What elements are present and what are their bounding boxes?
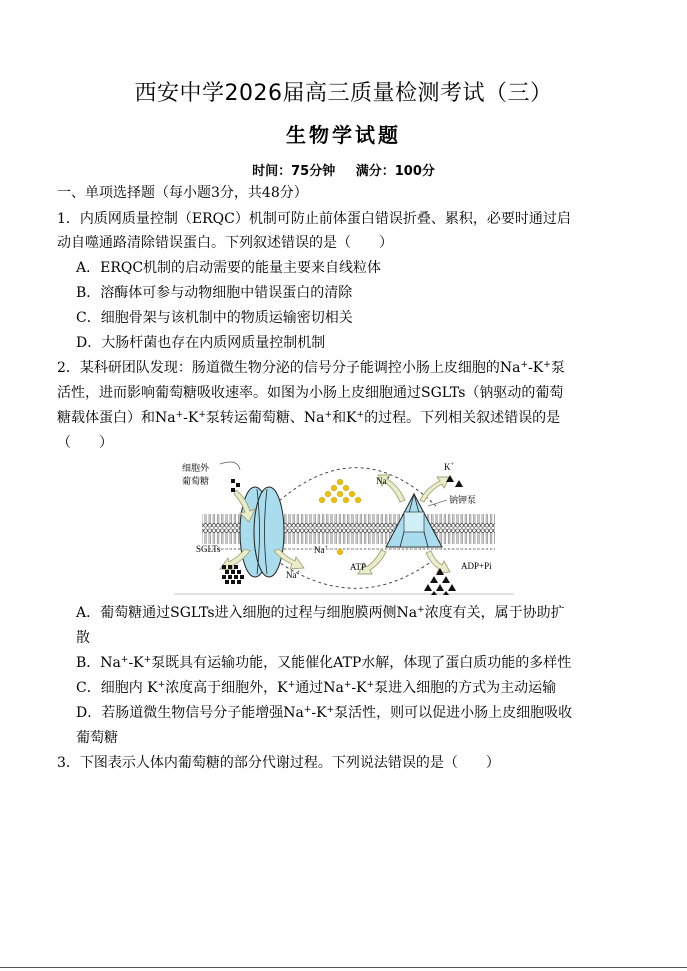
q2-option-a-line2: 散 [76,630,90,646]
label-bracket [220,462,240,470]
q2-option-c: C．细胞内 K+浓度高于细胞外，K+通过Na+-K+泵进入细胞的方式为主动运输 [76,680,557,696]
q1-option-a: A．ERQC机制的启动需要的能量主要来自线粒体 [76,260,382,276]
na-ion-inside [337,549,343,555]
exam-meta [0,160,687,179]
q1-stem-line1: 1．内质网质量控制（ERQC）机制可防止前体蛋白错误折叠、累积，必要时通过启 [57,211,571,227]
q2-stem-line2: 活性，进而影响葡萄糖吸收速率。如图为小肠上皮细胞通过SGLTs（钠驱动的葡萄 [57,385,564,401]
q2-option-b: B．Na+-K+泵既具有运输功能，又能催化ATP水解，体现了蛋白质功能的多样性 [76,655,572,671]
page-bottom-border [0,967,687,968]
q3-stem: 3．下图表示人体内葡萄糖的部分代谢过程。下列说法错误的是（ ） [57,755,500,771]
q1-stem-line2: 动自噬通路清除错误蛋白。下列叙述错误的是（ ） [57,235,393,251]
q2-option-d-line2: 葡萄糖 [76,730,118,746]
q2-option-d-line1: D．若肠道微生物信号分子能增强Na+-K+泵活性，则可以促进小肠上皮细胞吸收 [76,705,573,721]
label-na-top: Na+ [376,476,390,486]
label-k: K+ [444,462,454,472]
q1-option-c: C．细胞骨架与该机制中的物质运输密切相关 [76,310,353,326]
sglts-protein [240,487,284,577]
q1-option-b: B．溶酶体可参与动物细胞中错误蛋白的清除 [76,285,353,301]
section-heading: 一、单项选择题（每小题3分，共48分） [57,185,308,201]
label-na-bottom: Na+ [286,570,300,580]
label-na-mid: Na+ [314,545,328,555]
k-ions-inside [424,568,456,595]
score-label: 满分：100分 [355,164,435,179]
label-adp: ADP+Pi [461,561,492,571]
q2-stem-line4: （ ） [57,435,113,451]
q1-option-d: D．大肠杆菌也存在内质网质量控制机制 [76,335,326,351]
na-ions-outside [319,479,361,503]
label-atp: ATP [350,562,367,572]
time-label: 时间：75分钟 [252,164,336,179]
label-outside-line2: 葡萄糖 [182,477,210,487]
exam-title: 西安中学2026届高三质量检测考试（三） [134,81,553,106]
label-outside-line1: 细胞外 [182,464,210,474]
transport-diagram [174,456,514,596]
q2-option-a-line1: A．葡萄糖通过SGLTs进入细胞的过程与细胞膜两侧Na+浓度有关，属于协助扩 [76,605,565,621]
q2-stem-line3: 糖载体蛋白）和Na+-K+泵转运葡萄糖、Na+和K+的过程。下列相关叙述错误的是 [57,410,561,426]
label-sglts: SGLTs [196,544,221,554]
exam-subtitle: 生物学试题 [286,123,401,147]
label-pump: 钠钾泵 [449,496,477,506]
q2-stem-line1: 2．某科研团队发现：肠道微生物分泌的信号分子能调控小肠上皮细胞的Na+-K+泵 [57,360,565,376]
